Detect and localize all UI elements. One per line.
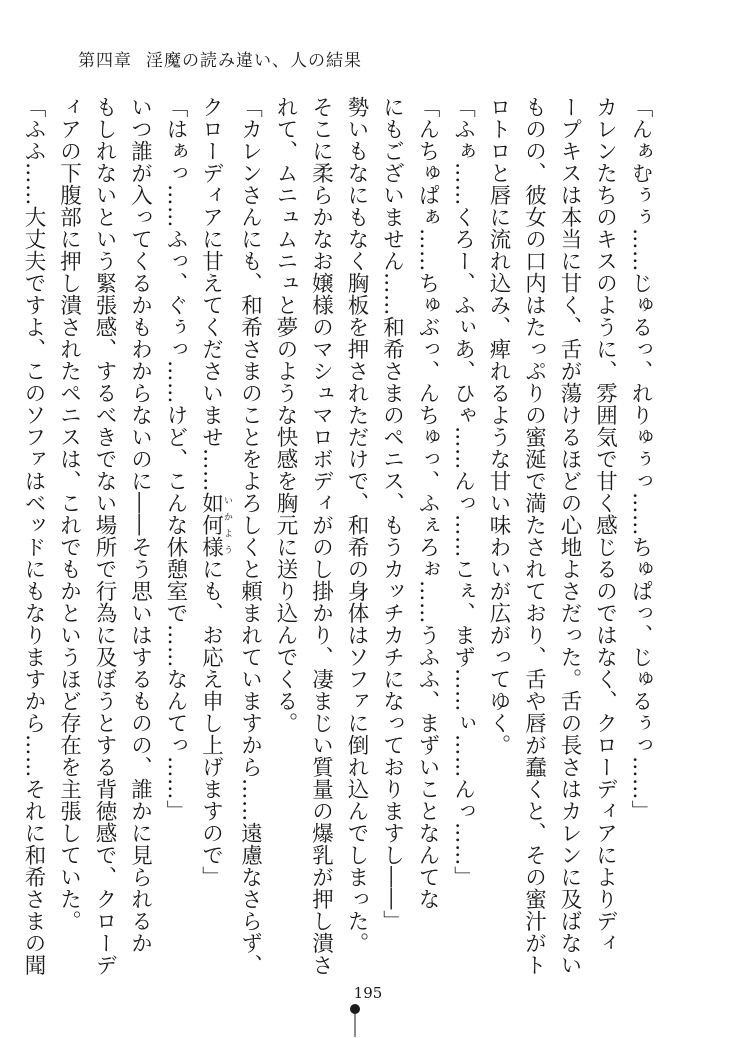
text-line: そこに柔らかなお嬢様のマシュマロボディがのし掛かり、凄まじい質量の爆乳が押し潰さ	[308, 96, 334, 976]
text-line: 「んちゅぱぁ……ちゅぶっ、んちゅっ、ふぇろぉ……うふふ、まずいことなんてな	[415, 96, 440, 910]
text-line: 「んぁむぅぅ……じゅるっ、れりゅぅっ……ちゅぱっ、じゅるぅっ……」	[628, 96, 653, 822]
text-line-with-ruby	[193, 96, 232, 966]
chapter-title: 淫魔の読み違い、人の結果	[146, 51, 362, 71]
text-segment: クローディアに甘えてくださいませ……	[198, 96, 224, 492]
text-line: ロトロと唇に流れ込み、痺れるような甘い味わいが広がってゆく。	[486, 96, 511, 756]
vertical-text-body	[16, 96, 659, 976]
text-line: ィアの下腹部に押し潰されたペニスは、これでもかというほど存在を主張していた。	[56, 96, 82, 932]
text-line: 「ふぁ……くろー、ふぃあ、ひゃ……んっ……こぇ、まず……ぃ……んっ……」	[450, 96, 476, 888]
text-line: 「カレンさんにも、和希さまのことをよろしくと頼まれていますから……遠慮なさらず、	[237, 96, 263, 976]
text-line: もしれないという緊張感、するべきでない場所で行為に及ぼうとする背徳感で、クローデ	[92, 96, 117, 976]
text-line: いつ誰が入ってくるかもわからないのに――そう思いはするものの、誰かに見られるか	[127, 96, 153, 954]
page-marker-icon	[349, 1003, 361, 1037]
text-line: ープキスは本当に甘く、舌が蕩けるほどの心地よさだった。舌の長さはカレンに及ばない	[557, 96, 582, 976]
text-line: 「ふふ……大丈夫ですよ、このソファはベッドにもなりますから……それに和希さまの聞	[21, 96, 46, 976]
ruby-annotation: 如何様いかよう	[198, 492, 232, 558]
running-header	[78, 46, 376, 71]
text-line: 勢いもなにもなく胸板を押されただけで、和希の身体はソファに倒れ込んでしまった。	[344, 96, 369, 954]
text-line: カレンたちのキスのように、雰囲気で甘く感じるのではなく、クローディアによりディ	[592, 96, 618, 954]
text-segment: にも、お応え申し上げますので」	[198, 558, 224, 888]
text-line: 「はぁっ……ふっ、ぐぅっ……けど、こんな休憩室で……なんてっ……」	[163, 96, 188, 822]
text-line: にもございません……和希さまのペニス、もうカッチカチになっておりますし――」	[379, 96, 405, 932]
chapter-label: 第四章	[78, 51, 132, 71]
text-line: ものの、彼女の口内はたっぷりの蜜涎で満たされており、舌や唇が蠢くと、その蜜汁がト	[521, 96, 547, 976]
text-line: れて、ムニュムニュと夢のような快感を胸元に送り込んでくる。	[273, 96, 298, 734]
page-number: 195	[353, 984, 383, 1002]
